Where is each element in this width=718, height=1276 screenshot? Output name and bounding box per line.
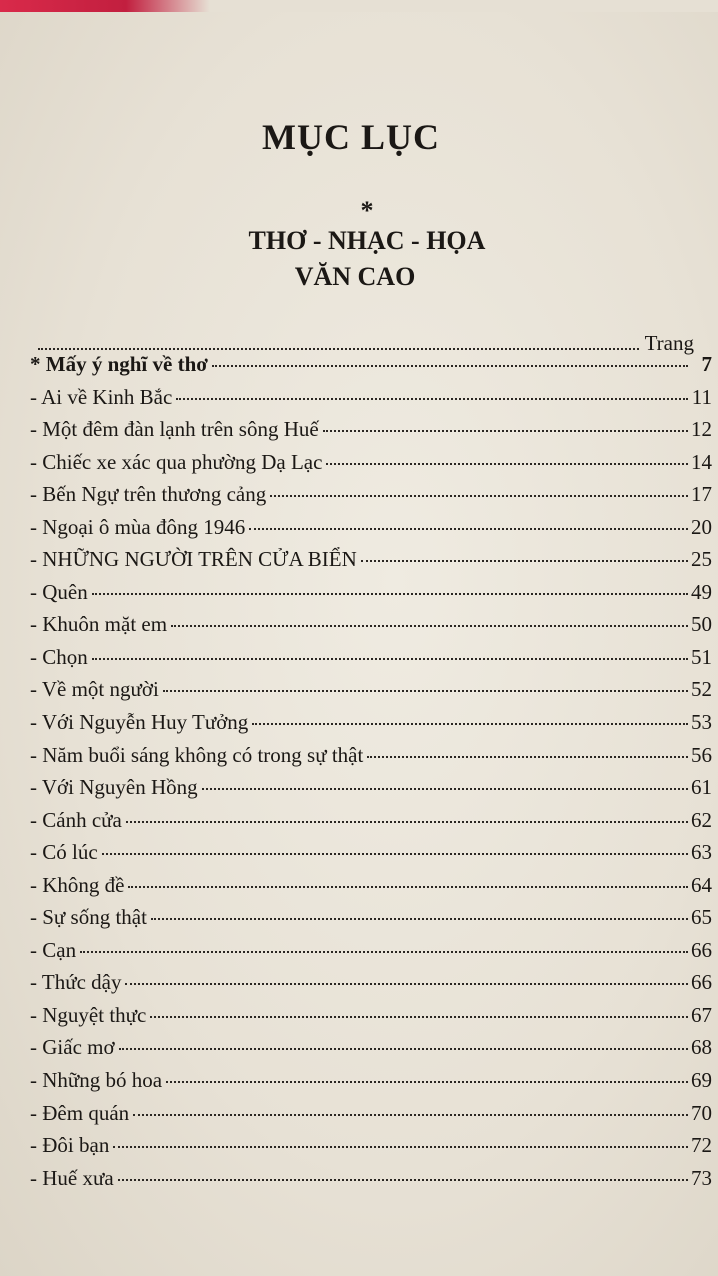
dot-leader bbox=[113, 1146, 688, 1148]
toc-entry-title: - Chiếc xe xác qua phường Dạ Lạc bbox=[30, 449, 323, 474]
dot-leader bbox=[150, 1016, 688, 1018]
toc-entry bbox=[30, 710, 712, 743]
toc-entry-page: 62 bbox=[691, 807, 712, 832]
toc-entry-title: - Cạn bbox=[30, 937, 77, 962]
toc-entry-title: - Về một người bbox=[30, 677, 159, 702]
dot-leader bbox=[252, 723, 688, 725]
toc-entry-title: - Không đề bbox=[30, 872, 125, 897]
toc-entry bbox=[30, 547, 712, 580]
toc-entry-page: 53 bbox=[691, 710, 712, 735]
dot-leader bbox=[212, 365, 688, 367]
toc-entry-title: - Khuôn mặt em bbox=[30, 612, 168, 637]
dot-leader bbox=[80, 951, 688, 953]
toc-entry-page: 67 bbox=[691, 1002, 712, 1027]
dot-leader bbox=[323, 430, 688, 432]
toc-entry-title: - Huế xưa bbox=[30, 1165, 114, 1190]
toc-entry-page: 61 bbox=[691, 775, 712, 800]
toc-entry bbox=[30, 743, 712, 776]
section-author: VĂN CAO bbox=[294, 262, 416, 291]
toc-entry-title: - Giấc mơ bbox=[30, 1035, 115, 1060]
toc-entry bbox=[30, 1166, 712, 1199]
dot-leader bbox=[249, 528, 688, 530]
page-title: MỤC LỤC bbox=[262, 117, 440, 157]
toc-entry-title: - Với Nguyên Hồng bbox=[30, 775, 198, 800]
toc-entry-page: 11 bbox=[691, 384, 712, 409]
toc-entry-title: * Mấy ý nghĩ về thơ bbox=[30, 352, 208, 376]
toc-entry bbox=[30, 677, 712, 710]
dot-leader bbox=[367, 756, 688, 758]
toc-entry-title: - Đôi bạn bbox=[30, 1133, 110, 1158]
toc-entry-title: - Bến Ngự trên thương cảng bbox=[30, 482, 267, 507]
dot-leader bbox=[171, 625, 688, 627]
toc-entry-page: 73 bbox=[691, 1165, 712, 1190]
book-page bbox=[0, 12, 718, 1276]
toc-entry-title: - Cánh cửa bbox=[30, 807, 122, 832]
toc-entry-title: - Đêm quán bbox=[30, 1100, 130, 1125]
toc-entry-page: 63 bbox=[691, 840, 712, 865]
toc-entry bbox=[30, 417, 712, 450]
dot-leader bbox=[270, 495, 688, 497]
dot-leader bbox=[361, 560, 688, 562]
dot-leader bbox=[38, 348, 639, 350]
toc-entry-title: - Nguyệt thực bbox=[30, 1002, 147, 1027]
toc-entry-page: 14 bbox=[691, 449, 712, 474]
dot-leader bbox=[151, 918, 688, 920]
toc-entry-page: 56 bbox=[691, 742, 712, 767]
toc-entry bbox=[30, 450, 712, 483]
toc-entry-page: 25 bbox=[691, 547, 712, 572]
toc-entry bbox=[30, 352, 712, 385]
page-column-label: Trang bbox=[644, 331, 694, 355]
dot-leader bbox=[202, 788, 688, 790]
toc-entry bbox=[30, 970, 712, 1003]
toc-entry-page: 64 bbox=[691, 872, 712, 897]
toc-entry bbox=[30, 873, 712, 906]
toc-entry-page: 66 bbox=[691, 937, 712, 962]
page-column-header bbox=[38, 316, 694, 356]
toc-entry bbox=[30, 1003, 712, 1036]
toc-entry-title: - NHỮNG NGƯỜI TRÊN CỬA BIỂN bbox=[30, 547, 357, 572]
toc-entry-page: 51 bbox=[691, 644, 712, 669]
table-of-contents bbox=[30, 352, 712, 1198]
dot-leader bbox=[128, 886, 688, 888]
toc-entry-title: - Có lúc bbox=[30, 840, 98, 865]
toc-entry bbox=[30, 840, 712, 873]
toc-entry-title: - Thức dậy bbox=[30, 970, 122, 995]
dot-leader bbox=[125, 983, 688, 985]
toc-entry-title: - Quên bbox=[30, 579, 88, 604]
toc-entry-title: - Sự sống thật bbox=[30, 905, 147, 930]
toc-entry-title: - Ai về Kinh Bắc bbox=[30, 384, 173, 409]
dot-leader bbox=[102, 853, 688, 855]
dot-leader bbox=[92, 593, 688, 595]
toc-entry bbox=[30, 775, 712, 808]
toc-entry bbox=[30, 1101, 712, 1134]
toc-entry-title: - Những bó hoa bbox=[30, 1068, 163, 1093]
dot-leader bbox=[176, 398, 688, 400]
section-asterisk: * bbox=[360, 196, 374, 225]
toc-entry-page: 65 bbox=[691, 905, 712, 930]
toc-entry-page: 70 bbox=[691, 1100, 712, 1125]
toc-entry bbox=[30, 808, 712, 841]
toc-entry-title: - Một đêm đàn lạnh trên sông Huế bbox=[30, 417, 319, 442]
toc-entry-page: 49 bbox=[691, 579, 712, 604]
toc-entry bbox=[30, 1133, 712, 1166]
section-subtitle: THƠ - NHẠC - HỌA bbox=[248, 226, 486, 255]
toc-entry bbox=[30, 482, 712, 515]
toc-entry-page: 7 bbox=[701, 352, 712, 376]
toc-entry bbox=[30, 645, 712, 678]
dot-leader bbox=[133, 1114, 688, 1116]
toc-entry bbox=[30, 938, 712, 971]
toc-entry-page: 68 bbox=[691, 1035, 712, 1060]
toc-entry-page: 72 bbox=[691, 1133, 712, 1158]
toc-entry-page: 66 bbox=[691, 970, 712, 995]
dot-leader bbox=[126, 821, 688, 823]
dot-leader bbox=[163, 690, 688, 692]
toc-entry-title: - Với Nguyễn Huy Tưởng bbox=[30, 710, 249, 735]
toc-entry-page: 52 bbox=[691, 677, 712, 702]
toc-entry bbox=[30, 1068, 712, 1101]
toc-entry-page: 20 bbox=[691, 514, 712, 539]
dot-leader bbox=[92, 658, 688, 660]
toc-entry-title: - Chọn bbox=[30, 644, 88, 669]
toc-entry bbox=[30, 385, 712, 418]
toc-entry bbox=[30, 515, 712, 548]
toc-entry bbox=[30, 580, 712, 613]
toc-entry bbox=[30, 905, 712, 938]
toc-entry-title: - Năm buổi sáng không có trong sự thật bbox=[30, 742, 364, 767]
dot-leader bbox=[119, 1048, 688, 1050]
toc-entry bbox=[30, 612, 712, 645]
toc-entry-page: 17 bbox=[691, 482, 712, 507]
toc-entry-title: - Ngoại ô mùa đông 1946 bbox=[30, 514, 246, 539]
toc-entry-page: 69 bbox=[691, 1068, 712, 1093]
toc-entry-page: 50 bbox=[691, 612, 712, 637]
dot-leader bbox=[166, 1081, 688, 1083]
toc-entry bbox=[30, 1035, 712, 1068]
toc-entry-page: 12 bbox=[691, 417, 712, 442]
dot-leader bbox=[326, 463, 688, 465]
dot-leader bbox=[118, 1179, 688, 1181]
